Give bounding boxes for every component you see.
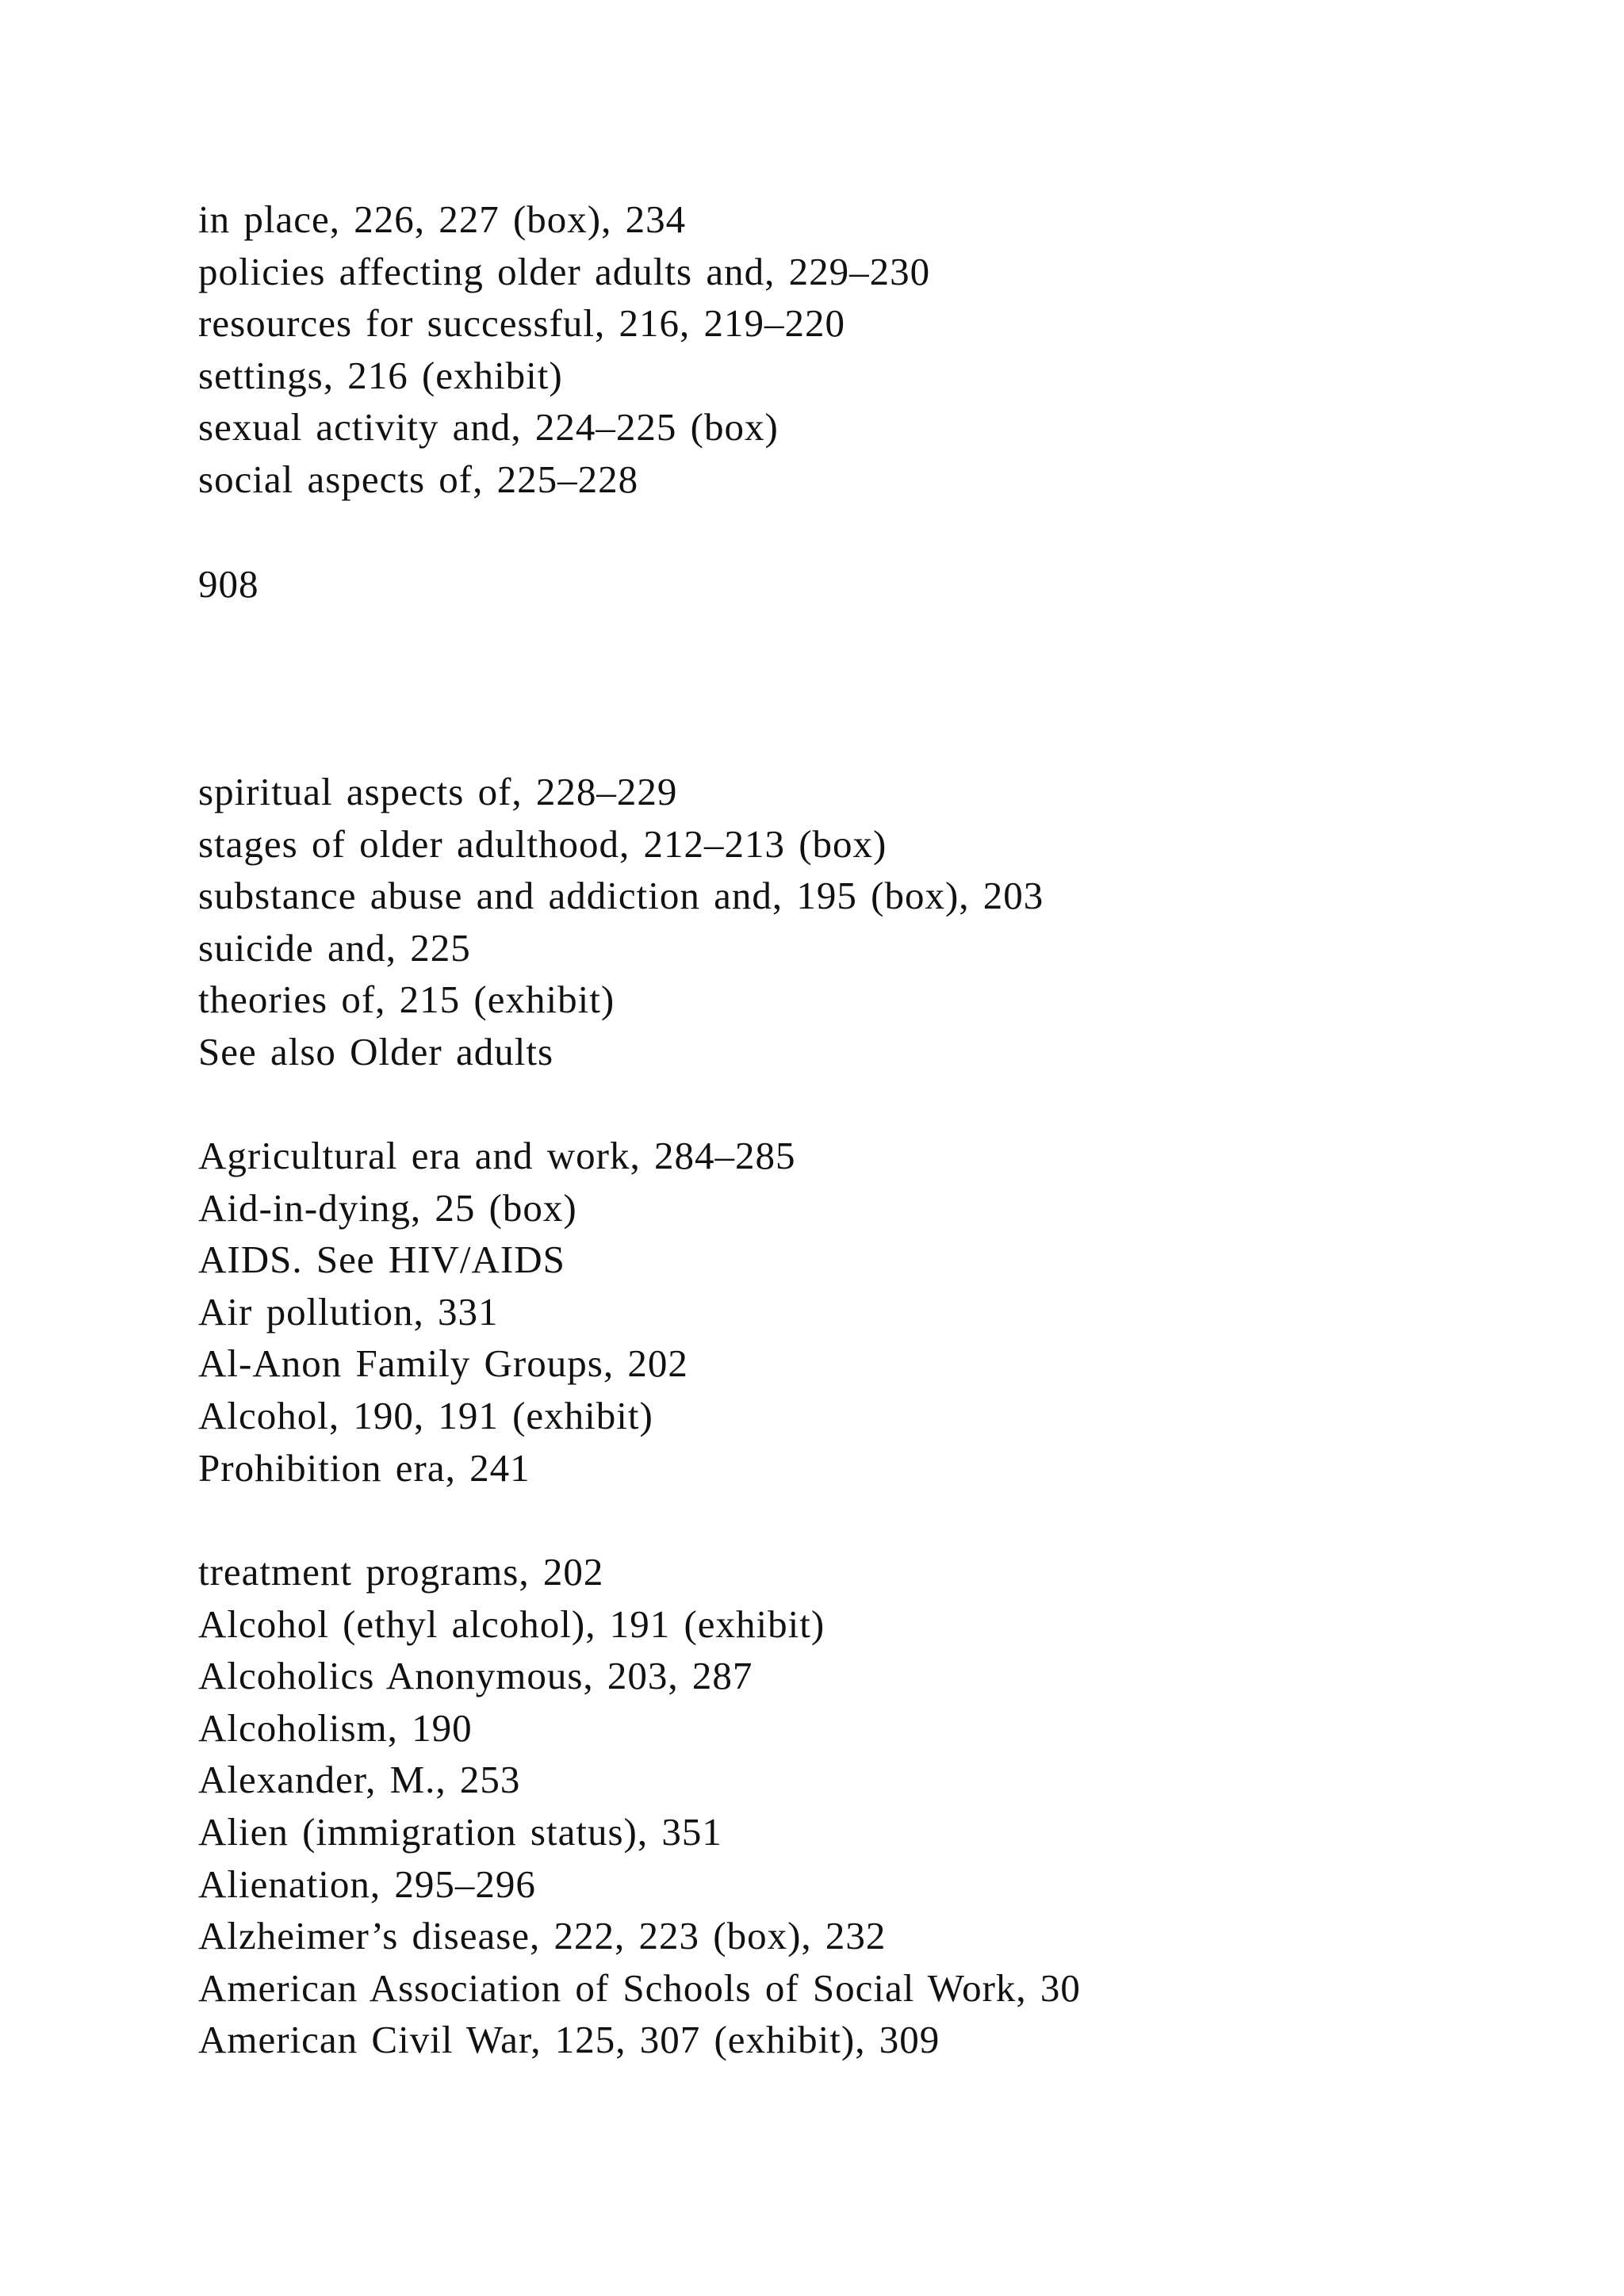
index-entry: American Civil War, 125, 307 (exhibit), 309 [198,2018,940,2062]
index-entry: Alexander, M., 253 [198,1758,521,1802]
index-entry: Alien (immigration status), 351 [198,1809,722,1854]
index-entry: Alzheimer’s disease, 222, 223 (box), 232 [198,1914,887,1958]
index-entry: AIDS. See HIV/AIDS [198,1238,565,1282]
index-entry: in place, 226, 227 (box), 234 [198,197,687,241]
page-number: 908 [198,562,259,606]
index-block-1 [198,193,930,506]
index-entry: treatment programs, 202 [198,1550,604,1594]
index-entry: settings, 216 (exhibit) [198,353,563,397]
index-entry: Aid-in-dying, 25 (box) [198,1185,577,1230]
index-entry: Prohibition era, 241 [198,1445,530,1490]
index-block-4 [198,1546,1081,2066]
index-entry: Alcohol, 190, 191 (exhibit) [198,1393,653,1437]
index-entry: substance abuse and addiction and, 195 (box), 203 [198,874,1044,918]
index-block-3 [198,1130,796,1494]
index-entry: See also Older adults [198,1029,554,1073]
index-entry: Alcoholics Anonymous, 203, 287 [198,1654,753,1698]
index-entry: Alcoholism, 190 [198,1705,473,1750]
index-entry: spiritual aspects of, 228–229 [198,770,678,813]
index-entry: sexual activity and, 224–225 (box) [198,405,779,450]
index-entry: Al-Anon Family Groups, 202 [198,1341,688,1386]
index-entry: Air pollution, 331 [198,1289,499,1334]
index-entry: Alcohol (ethyl alcohol), 191 (exhibit) [198,1601,825,1646]
index-entry: policies affecting older adults and, 229–230 [198,249,931,293]
index-entry: Agricultural era and work, 284–285 [198,1134,796,1177]
index-entry: theories of, 215 (exhibit) [198,978,615,1022]
index-entry: social aspects of, 225–228 [198,457,639,501]
index-entry: American Association of Schools of Social Work, 30 [198,1965,1081,2010]
index-entry: stages of older adulthood, 212–213 (box) [198,821,887,866]
index-entry: resources for successful, 216, 219–220 [198,301,846,346]
index-entry: suicide and, 225 [198,925,471,970]
index-block-2 [198,766,1044,1078]
index-entry: Alienation, 295–296 [198,1862,536,1906]
